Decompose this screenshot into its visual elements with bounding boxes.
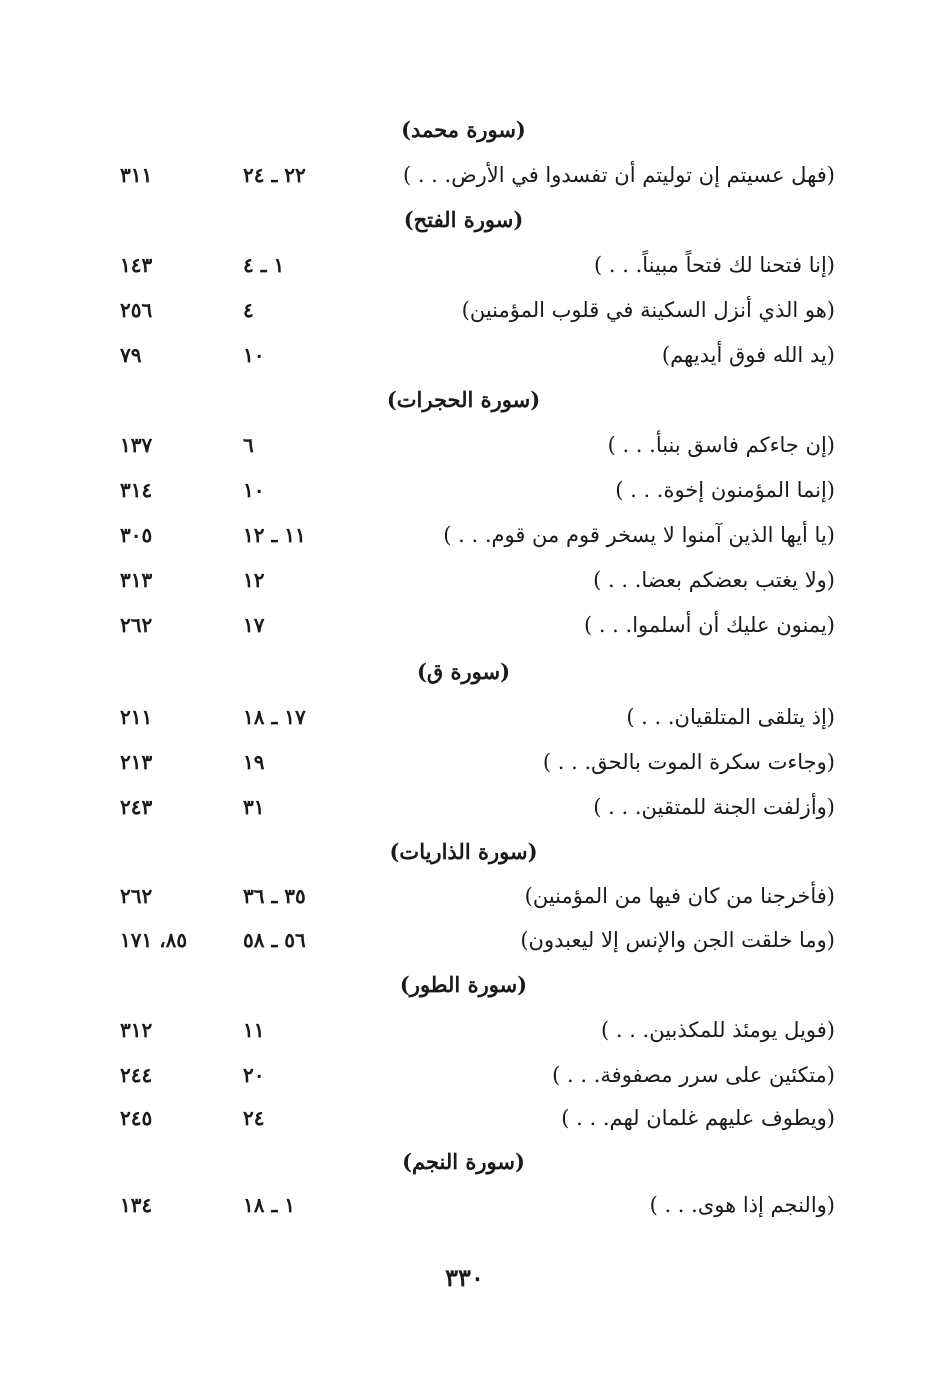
- verse-row: [0, 245, 937, 285]
- surah-heading-text: (سورة ق): [416, 659, 511, 684]
- verse-row: [0, 470, 937, 510]
- verse-text: (ولا يغتب بعضكم بعضا. . . ): [593, 568, 835, 592]
- ayah-number: ١٩: [243, 750, 265, 774]
- page-reference: ٢٦٢: [120, 884, 153, 908]
- page-number: [0, 1258, 937, 1298]
- surah-heading: [0, 200, 937, 240]
- surah-heading-text: (سورة الفتح): [403, 207, 524, 232]
- ayah-number: ٦: [243, 433, 254, 457]
- surah-heading-row: [0, 1142, 937, 1182]
- ayah-number: ٣١: [243, 795, 265, 819]
- verse-row: [0, 155, 937, 195]
- page-reference: ١٣٤: [120, 1193, 153, 1217]
- verse-text: (إن جاءكم فاسق بنبأ. . . ): [607, 433, 835, 457]
- verse-text: (يا أيها الذين آمنوا لا يسخر قوم من قوم. . . ): [443, 523, 835, 547]
- surah-heading-text: (سورة الطور): [399, 972, 528, 997]
- verse-text: (وما خلقت الجن والإنس إلا ليعبدون): [520, 928, 835, 952]
- verse-text: (فأخرجنا من كان فيها من المؤمنين): [524, 884, 835, 908]
- page-reference: ٢٦٢: [120, 613, 153, 637]
- verse-row: [0, 560, 937, 600]
- page-reference: ٢٤٥: [120, 1106, 153, 1130]
- verse-text: (متكئين على سرر مصفوفة. . . ): [552, 1063, 835, 1087]
- page-reference: ٣١٣: [120, 568, 153, 592]
- page-reference: ٢١٣: [120, 750, 153, 774]
- verse-text: (يمنون عليك أن أسلموا. . . ): [583, 613, 835, 637]
- verse-text: (فهل عسيتم إن توليتم أن تفسدوا في الأرض. . . ): [402, 163, 835, 187]
- verse-text: (وجاءت سكرة الموت بالحق. . . ): [542, 750, 835, 774]
- ayah-number: ٥٦ ـ ٥٨: [243, 928, 306, 952]
- surah-heading: [0, 965, 937, 1005]
- verse-row: [0, 1055, 937, 1095]
- ayah-number: ١ ـ ١٨: [243, 1193, 296, 1217]
- ayah-number: ٢٠: [243, 1063, 265, 1087]
- page-reference: ٢٥٦: [120, 298, 153, 322]
- page-reference: ٣١١: [120, 163, 153, 187]
- page-reference: ٨٥، ١٧١: [120, 928, 188, 952]
- verse-text: (هو الذي أنزل السكينة في قلوب المؤمنين): [461, 298, 835, 322]
- verse-text: (والنجم إذا هوى. . . ): [649, 1193, 835, 1217]
- surah-heading-row: [0, 652, 937, 692]
- ayah-number: ٢٤: [243, 1106, 265, 1130]
- verse-row: [0, 742, 937, 782]
- page-reference: ٣١٤: [120, 478, 153, 502]
- verse-row: [0, 697, 937, 737]
- verse-row: [0, 605, 937, 645]
- ayah-number: ١٧: [243, 613, 265, 637]
- ayah-number: ١٢: [243, 568, 265, 592]
- verse-row: [0, 1185, 937, 1225]
- page-reference: ١٣٧: [120, 433, 153, 457]
- page-reference: ٢٤٤: [120, 1063, 153, 1087]
- verse-text: (يد الله فوق أيديهم): [661, 343, 835, 367]
- verse-row: [0, 920, 937, 960]
- surah-heading: [0, 652, 937, 692]
- page-reference: ٧٩: [120, 343, 142, 367]
- surah-heading: [0, 110, 937, 150]
- ayah-number: ١٠: [243, 343, 265, 367]
- page-reference: ١٤٣: [120, 253, 153, 277]
- ayah-number: ١١ ـ ١٢: [243, 523, 306, 547]
- ayah-number: ١٠: [243, 478, 265, 502]
- surah-heading: [0, 832, 937, 872]
- verse-text: (ويطوف عليهم غلمان لهم. . . ): [561, 1106, 835, 1130]
- ayah-number: ٢٢ ـ ٢٤: [243, 163, 306, 187]
- verse-row: [0, 290, 937, 330]
- verse-row: [0, 1098, 937, 1138]
- verse-row: [0, 335, 937, 375]
- verse-row: [0, 1010, 937, 1050]
- surah-heading-row: [0, 380, 937, 420]
- page-reference: ٢٤٣: [120, 795, 153, 819]
- surah-heading: [0, 1142, 937, 1182]
- page-reference: ٣١٢: [120, 1018, 153, 1042]
- ayah-number: ١١: [243, 1018, 265, 1042]
- surah-heading-row: [0, 200, 937, 240]
- ayah-number: ١٧ ـ ١٨: [243, 705, 306, 729]
- verse-row: [0, 876, 937, 916]
- surah-heading-row: [0, 965, 937, 1005]
- surah-heading: [0, 380, 937, 420]
- page-reference: ٣٠٥: [120, 523, 153, 547]
- verse-row: [0, 515, 937, 555]
- ayah-number: ٣٥ ـ ٣٦: [243, 884, 306, 908]
- verse-text: (فويل يومئذ للمكذبين. . . ): [600, 1018, 835, 1042]
- page-number-text: ٣٣٠: [445, 1263, 484, 1292]
- surah-heading-row: [0, 110, 937, 150]
- verse-row: [0, 425, 937, 465]
- verse-text: (وأزلفت الجنة للمتقين. . . ): [593, 795, 835, 819]
- verse-row: [0, 787, 937, 827]
- surah-heading-text: (سورة محمد): [401, 117, 526, 142]
- surah-heading-text: (سورة الذاريات): [389, 839, 538, 864]
- ayah-number: ٤: [243, 298, 254, 322]
- verse-text: (إنا فتحنا لك فتحاً مبيناً. . . ): [594, 253, 835, 277]
- surah-heading-row: [0, 832, 937, 872]
- ayah-number: ١ ـ ٤: [243, 253, 285, 277]
- verse-text: (إذ يتلقى المتلقيان. . . ): [626, 705, 835, 729]
- surah-heading-text: (سورة الحجرات): [386, 387, 541, 412]
- surah-heading-text: (سورة النجم): [402, 1149, 525, 1174]
- verse-text: (إنما المؤمنون إخوة. . . ): [615, 478, 835, 502]
- page-reference: ٢١١: [120, 705, 153, 729]
